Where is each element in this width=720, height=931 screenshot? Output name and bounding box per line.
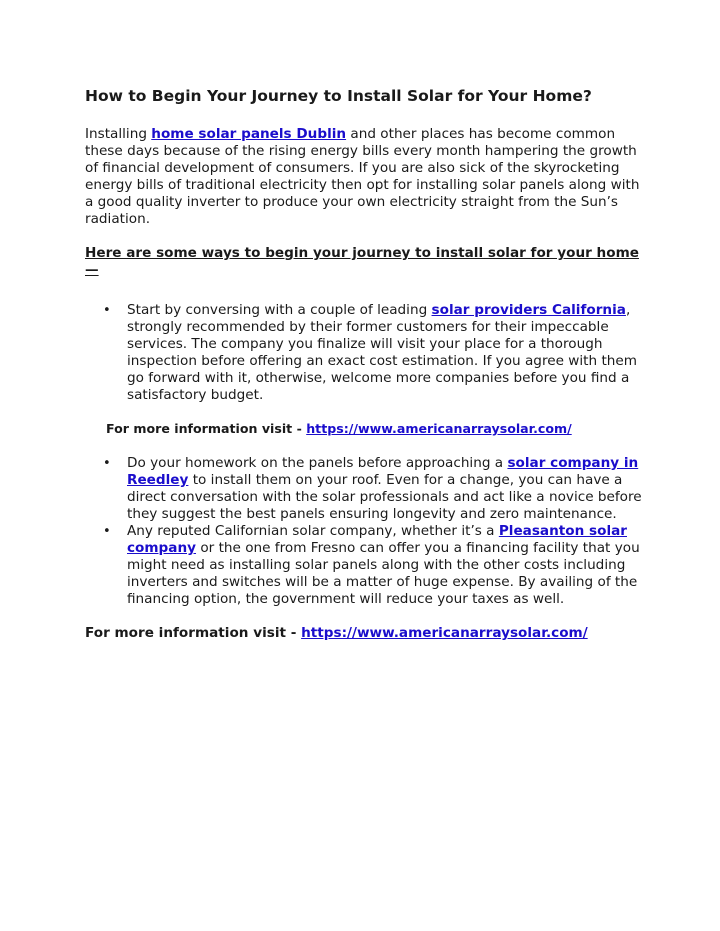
intro-text-after: and other places has become common these days because of the rising energy bills every month hampering the growth of financial development of consumers. If you are also sick of the skyrocketing energy bills of traditional electricity then opt for installing solar panels along with a good quality inverter to produce your own electricity straight from the Sun’s radiation. — [85, 126, 640, 227]
intro-paragraph — [85, 126, 645, 228]
info-label: For more information visit - — [106, 421, 307, 436]
home-solar-panels-dublin-link[interactable]: home solar panels Dublin — [151, 126, 347, 142]
bullet-item-pleasanton — [85, 523, 645, 608]
bullet-item-reedley — [85, 455, 645, 523]
info-line-final — [85, 625, 645, 642]
pleasanton-solar-company-link[interactable]: Pleasanton solar company — [127, 523, 627, 556]
bullet-marker: • — [103, 524, 111, 539]
intro-text-before: Installing — [85, 126, 152, 142]
document-content — [85, 86, 645, 642]
section-subheading: Here are some ways to begin your journey to install solar for your home— — [85, 245, 639, 278]
bullet-text-after: or the one from Fresno can offer you a financing facility that you might need as installing solar panels along with the other costs including inverters and switches will be a matter of huge expense. By availing of the financing option, the government will reduce your taxes as well. — [127, 540, 640, 607]
bullet-text-before: Start by conversing with a couple of leading — [127, 302, 432, 318]
info-label: For more information visit - — [85, 625, 302, 641]
americanarraysolar-link-final[interactable]: https://www.americanarraysolar.com/ — [301, 625, 588, 641]
bullet-marker: • — [103, 303, 111, 318]
bullet-list-second — [85, 455, 645, 608]
americanarraysolar-link[interactable]: https://www.americanarraysolar.com/ — [306, 421, 572, 436]
bullet-text-before: Do your homework on the panels before approaching a — [127, 455, 508, 471]
page-title: How to Begin Your Journey to Install Solar for Your Home? — [85, 87, 592, 105]
bullet-item-solar-providers — [85, 302, 645, 404]
bullet-text-before: Any reputed Californian solar company, whether it’s a — [127, 523, 499, 539]
bullet-text-after: , strongly recommended by their former customers for their impeccable services. The company you finalize will visit your place for a thorough inspection before offering an exact cost estimation. If you agree with them go forward with it, otherwise, welcome more companies before you find a satisfactory budget. — [127, 302, 637, 403]
solar-company-reedley-link[interactable]: solar company in Reedley — [127, 455, 639, 488]
info-line-indented — [106, 420, 645, 437]
bullet-marker: • — [103, 456, 111, 471]
solar-providers-california-link[interactable]: solar providers California — [431, 302, 626, 318]
bullet-list-first — [85, 302, 645, 404]
bullet-text-after: to install them on your roof. Even for a change, you can have a direct conversation with the solar professionals and act like a novice before they suggest the best panels ensuring longevity and zero maintenance. — [127, 472, 642, 522]
